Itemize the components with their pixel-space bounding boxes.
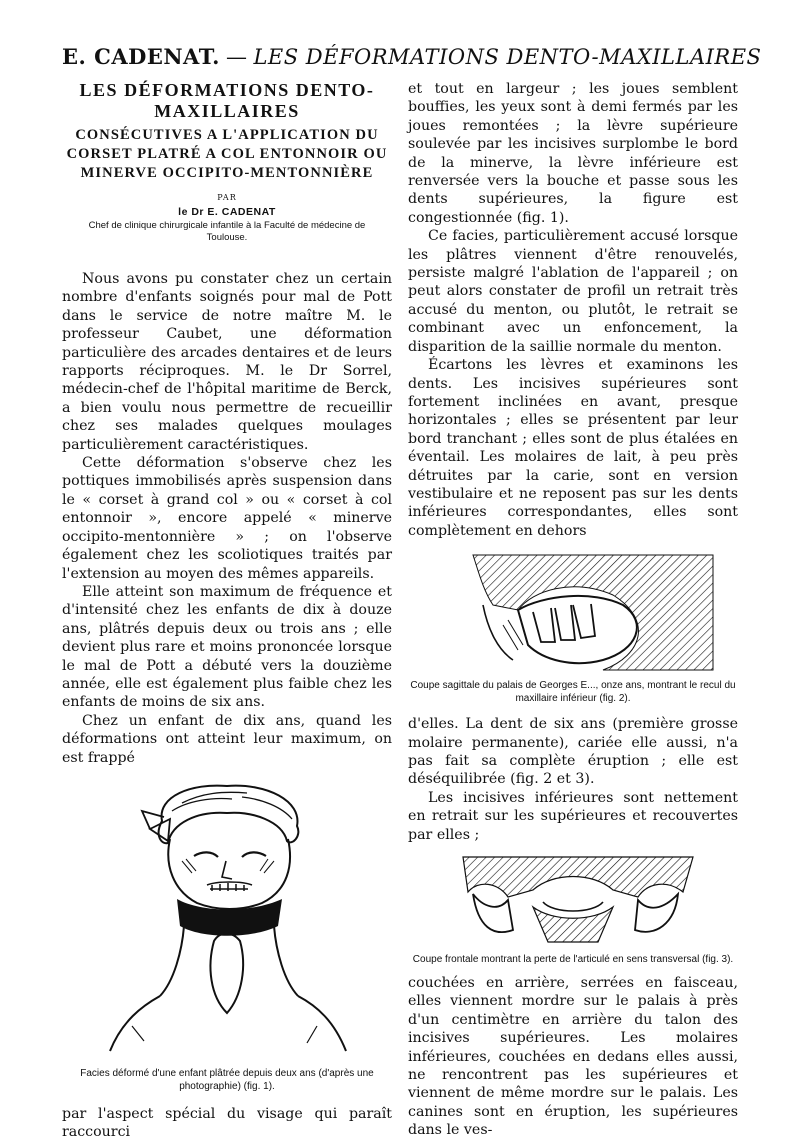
paragraph: Les incisives inférieures sont nettement en retrait sur les supérieures et recouvertes par elles ; (408, 789, 738, 843)
running-head-title: LES DÉFORMATIONS DENTO-MAXILLAIRES (253, 45, 762, 69)
article-author: le Dr E. CADENAT (178, 206, 276, 218)
paragraph: Chez un enfant de dix ans, quand les déformations ont atteint leur maximum, on est frappé (62, 712, 392, 766)
right-column (408, 80, 738, 1140)
paragraph: et tout en largeur ; les joues semblent bouffies, les yeux sont à demi fermés par les joues remontées ; la lèvre supérieure soulevée par les incisives surplombe le bord de la minerve, la lèvre inférieure est renversée vers la bouche et passe sous les dents supérieures, la figure est congestionnée (fig. 1). (408, 81, 738, 226)
paragraph: par l'aspect spécial du visage qui paraît raccourci (62, 1105, 392, 1141)
running-head (62, 44, 762, 69)
running-head-separator: — (225, 45, 248, 69)
figure-2-sagittal-section (423, 550, 723, 675)
running-head-author: E. CADENAT. (62, 44, 220, 69)
author-affiliation: Chef de clinique chirurgicale infantile à la Faculté de médecine de Toulouse. (88, 220, 366, 243)
figure-1-caption: Facies déformé d'une enfant plâtrée depuis deux ans (d'après une photographie) (fig. 1). (80, 1067, 374, 1092)
paragraph: couchées en arrière, serrées en faisceau, elles viennent mordre sur le palais à près d'un centimètre en arrière du talon des incisives supérieures. Les molaires inférieures, couchées en dedans elles aussi, ne rencontrent pas les supérieures et viennent de même mordre sur le palais. Les canines sont en éruption, les supérieures dans le ves- (408, 975, 738, 1139)
paragraph: Ce facies, particulièrement accusé lorsque les plâtres viennent d'être renouvelés, persiste malgré l'ablation de l'appareil ; on peut alors constater de profil un retrait très accusé du menton, ou plutôt, le retrait se combinant avec un enfoncement, la disparition de la saillie normale du menton. (408, 228, 738, 355)
paragraph: Nous avons pu constater chez un certain nombre d'enfants soignés pour mal de Pott dans le service de notre maître M. le professeur Caubet, une déformation particulière des arcades dentaires et de leurs rapports réciproques. M. le Dr Sorrel, médecin-chef de l'hôpital maritime de Berck, a bien voulu nous permettre de recueillir chez ses malades quelques moulages particulièrement caractéristiques. (62, 271, 392, 453)
figure-1-face-illustration (102, 781, 352, 1061)
figure-2-caption: Coupe sagittale du palais de Georges E..., onze ans, montrant le recul du maxillaire inférieur (fig. 2). (410, 680, 736, 705)
paragraph: d'elles. La dent de six ans (première grosse molaire permanente), cariée elle aussi, n'a pas fait sa complète éruption ; elle est déséquilibrée (fig. 2 et 3). (408, 716, 738, 788)
byline-par: PAR (217, 193, 237, 202)
figure-3-caption: Coupe frontale montrant la perte de l'articulé en sens transversal (fig. 3). (412, 954, 734, 965)
figure-3-frontal-section (423, 852, 723, 947)
paragraph: Elle atteint son maximum de fréquence et d'intensité chez les enfants de dix à douze ans, plâtrés depuis deux ou trois ans ; elle devient plus rare et moins prononcée lorsque le mal de Pott a débuté vers la douzième année, elle est également plus faible chez les enfants de moins de six ans. (62, 583, 392, 711)
paragraph: Cette déformation s'observe chez les pottiques immobilisés après suspension dans le « corset à grand col » ou « corset à col entonnoir », encore appelé « minerve occipito-mentonnière » ; on l'observe également chez les scoliotiques traités par l'extension au moyen des mêmes appareils. (62, 455, 392, 582)
left-column (62, 80, 392, 1142)
paragraph: Écartons les lèvres et examinons les dents. Les incisives supérieures sont fortement inclinées en avant, presque horizontales ; elles se présentent par leur bord tranchant ; elles sont de plus étalées en éventail. Les molaires de lait, à peu près détruites par la carie, sont en version vestibulaire et ne reposent pas sur les dents inférieures correspondantes, elles sont complètement en dehors (408, 357, 738, 539)
article-title: LES DÉFORMATIONS DENTO-MAXILLAIRES (79, 80, 375, 121)
article-subtitle: CONSÉCUTIVES A L'APPLICATION DU CORSET PLATRÉ A COL ENTONNOIR OU MINERVE OCCIPITO-MENTONNIÈRE (66, 127, 388, 181)
